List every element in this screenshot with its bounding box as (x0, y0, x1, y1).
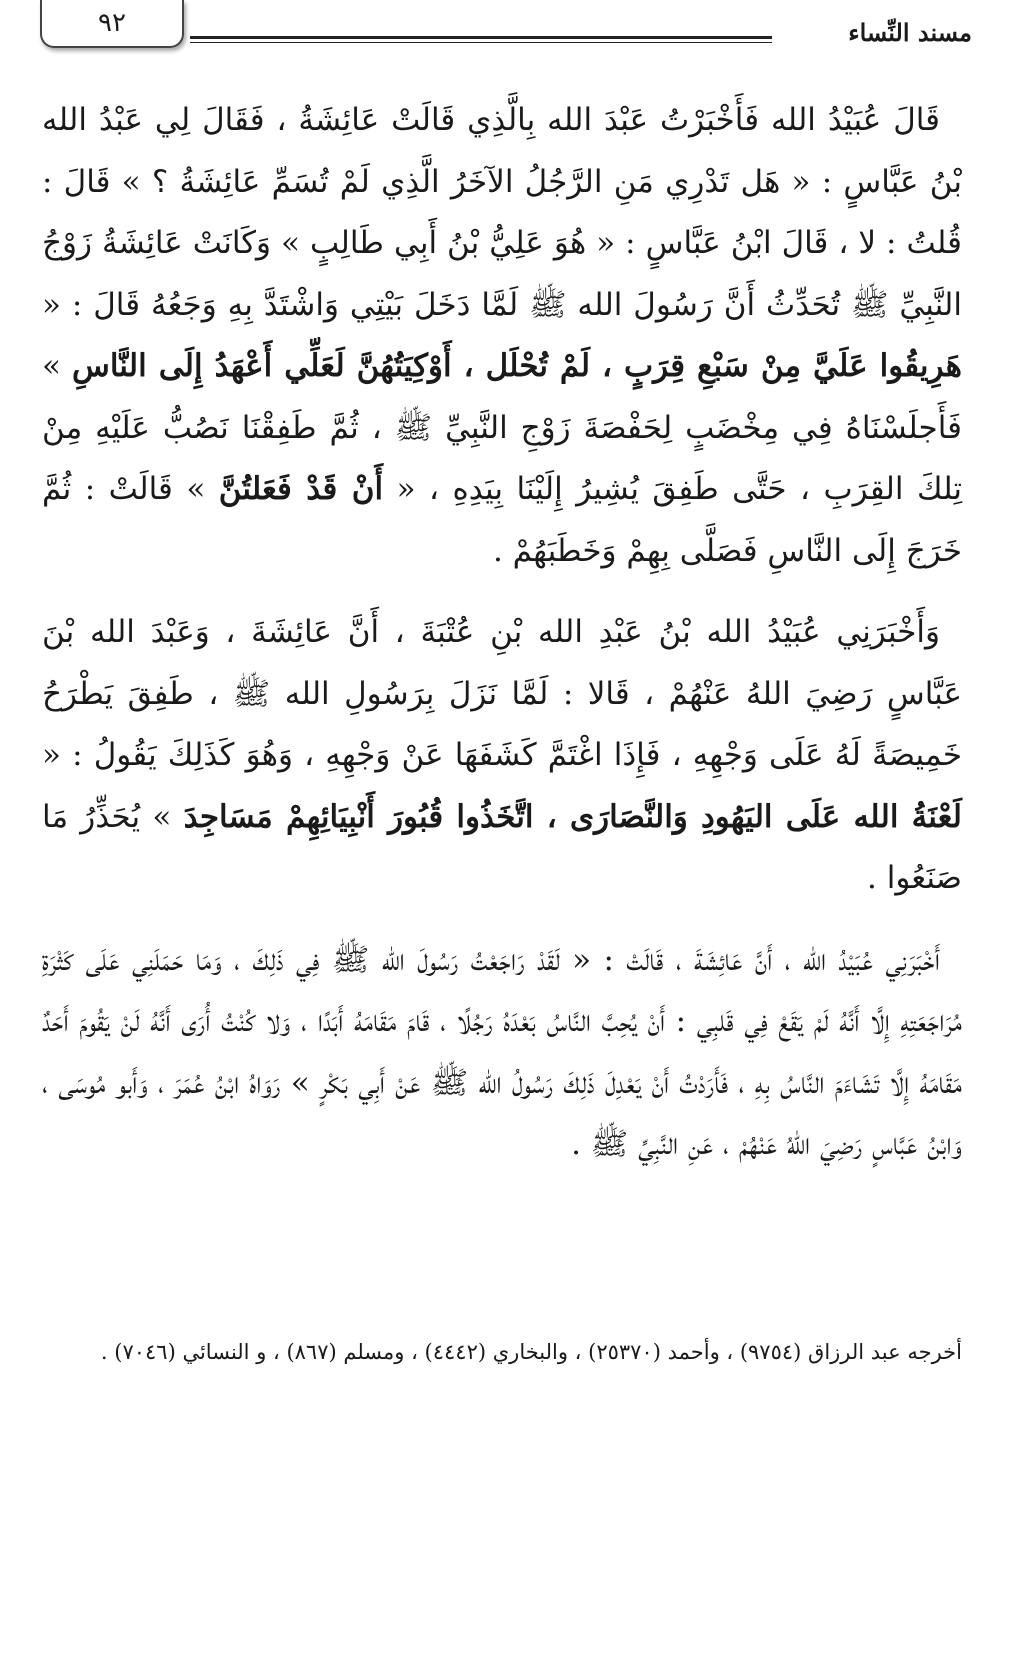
page-header (40, 0, 972, 60)
header-rule (190, 36, 772, 39)
book-title: مسند النِّساء (848, 18, 972, 47)
text-segment: قَالَ عُبَيْدُ الله فَأَخْبَرْتُ عَبْدَ الله بِالَّذِي قَالَتْ عَائِشَةُ ، فَقَالَ لِي عَبْدُ الله بْنُ عَبَّاسٍ : « هَل تَدْرِي مَنِ الرَّجُلُ الآخَرُ الَّذِي لَمْ تُسَمِّ عَائِشَةُ ؟ » قَالَ : قُلتُ : لا ، قَالَ ابْنُ عَبَّاسٍ : « هُوَ عَلِيُّ بْنُ أَبِي طَالِبٍ » وَكَانَتْ عَائِشَةُ زَوْجُ النَّبِيِّ ﷺ تُحَدِّثُ أَنَّ رَسُولَ الله ﷺ لَمَّا دَخَلَ بَيْتِي وَاشْتَدَّ بِهِ وَجَعُهُ قَالَ : « (42, 102, 962, 323)
text-segment: » فَأَجلَسْنَاهُ فِي مِخْضَبٍ لِحَفْصَةَ زَوْجِ النَّبِيِّ ﷺ ، ثُمَّ طَفِقْنَا نَصُبُّ عَلَيْهِ مِنْ تِلكَ القِرَبِ ، حَتَّى طَفِقَ يُشِيرُ إِلَيْنَا بِيَدِهِ ، « (42, 348, 962, 507)
text-segment: » قَالَتْ : ثُمَّ خَرَجَ إِلَى النَّاسِ فَصَلَّى بِهِمْ وَخَطَبَهُمْ . (42, 471, 962, 569)
footnote: أخرجه عبد الرزاق (٩٧٥٤) ، وأحمد (٢٥٣٧٠) ، والبخاري (٤٤٤٢) ، ومسلم (٨٦٧) ، و النسائي (٧٠٤٦) . (100, 1340, 962, 1364)
prophetic-quote: لَعْنَةُ الله عَلَى اليَهُودِ وَالنَّصَارَى ، اتَّخَذُوا قُبُورَ أَنْبِيَائِهِمْ مَسَاجِدَ (183, 798, 962, 835)
paragraph-3 (42, 930, 962, 1176)
main-text (42, 90, 962, 1176)
text-segment: وَأَخْبَرَنِي عُبَيْدُ الله بْنُ عَبْدِ الله بْنِ عُتْبَةَ ، أَنَّ عَائِشَةَ ، وَعَبْدَ الله بْنَ عَبَّاسٍ رَضِيَ اللهُ عَنْهُمْ ، قَالا : لَمَّا نَزَلَ بِرَسُولِ الله ﷺ ، طَفِقَ يَطْرَحُ خَمِيصَةً لَهُ عَلَى وَجْهِهِ ، فَإِذَا اغْتَمَّ كَشَفَهَا عَنْ وَجْهِهِ ، وَهُوَ كَذَلِكَ يَقُولُ : « (42, 614, 962, 773)
paragraph-1 (42, 90, 962, 582)
text-segment: أَخْبَرَنِي عُبَيْدُ الله ، أَنَّ عَائِشَةَ ، قَالَتْ : « لَقَدْ رَاجَعْتُ رَسُولَ الله ﷺ فِي ذَلِكَ ، وَمَا حَمَلَنِي عَلَى كَثْرَةِ مُرَاجَعَتِهِ إِلَّا أَنَّهُ لَمْ يَقَعْ فِي قَلبِي : أَنْ يُحِبَّ النَّاسُ بَعْدَهُ رَجُلًا ، قَامَ مَقَامَهُ أَبَدًا ، وَلا كُنْتُ أُرَى أَنَّهُ لَنْ يَقُومَ أَحَدٌ مَقَامَهُ إِلَّا تَشَاءَمَ النَّاسُ بِهِ ، فَأَرَدْتُ أَنْ يَعْدِلَ ذَلِكَ رَسُولُ الله ﷺ عَنْ أَبِي بَكْرٍ » رَوَاهُ ابْنُ عُمَرَ ، وَأَبو مُوسَى ، وَابْنُ عَبَّاسٍ رَضِيَ اللهُ عَنْهُمْ ، عَنِ النَّبِيِّ ﷺ . (42, 941, 962, 1162)
prophetic-quote: هَرِيقُوا عَلَيَّ مِنْ سَبْعِ قِرَبٍ ، لَمْ تُحْلَل ، أَوْكِيَتُهُنَّ لَعَلِّي أَعْهَدُ إِلَى النَّاسِ (72, 348, 962, 384)
page-number: ٩٢ (98, 8, 126, 38)
prophetic-quote: أَنْ قَدْ فَعَلتُنَّ (218, 471, 384, 507)
page-number-tab (40, 0, 184, 48)
text-segment: » يُحَذِّرُ مَا صَنَعُوا . (42, 798, 962, 896)
paragraph-2 (42, 602, 962, 910)
